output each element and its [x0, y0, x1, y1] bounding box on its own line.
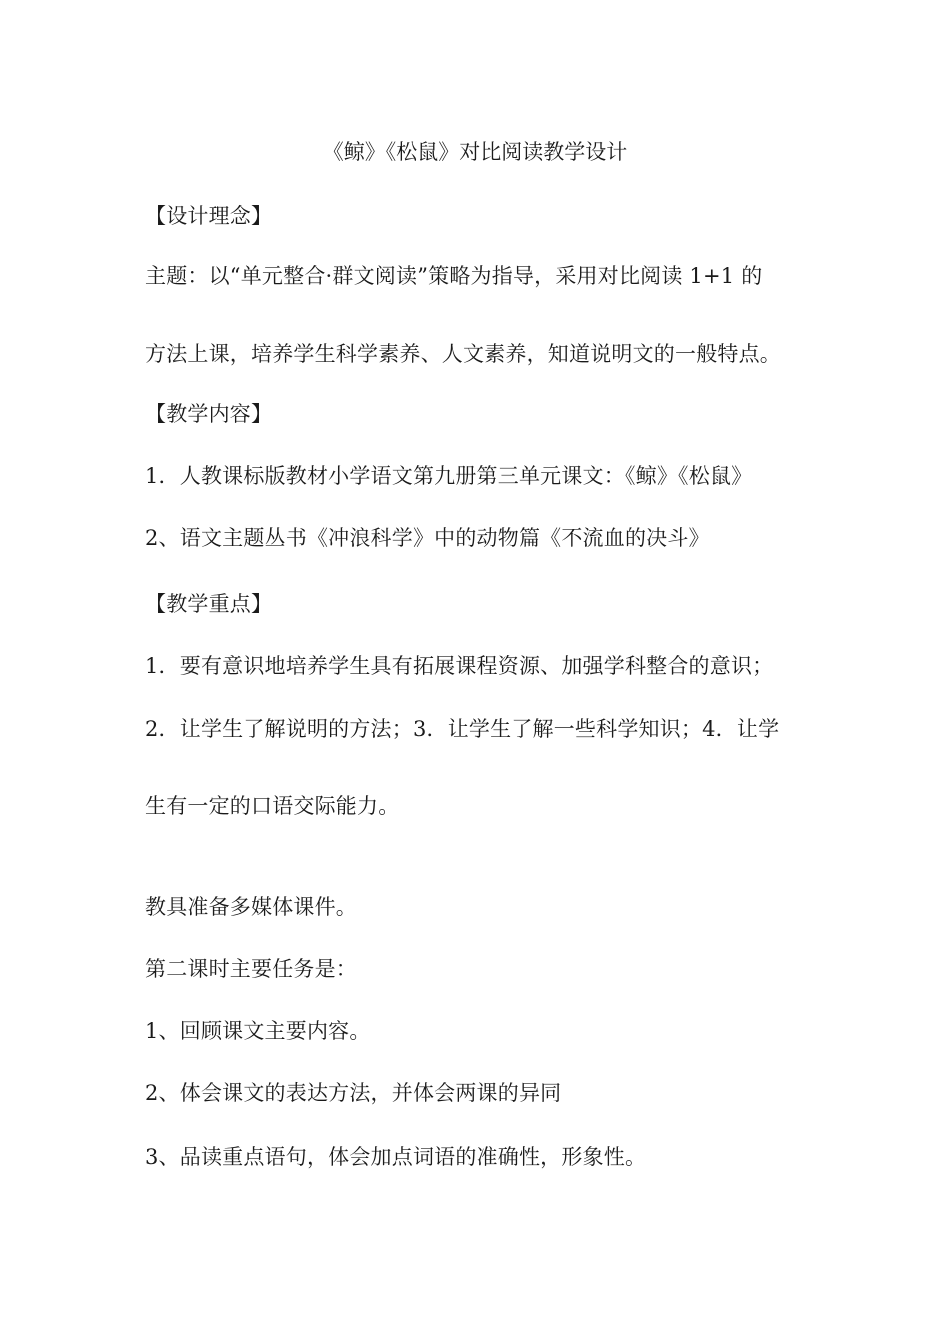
- list-item: 2、体会课文的表达方法，并体会两课的异同: [145, 1081, 562, 1105]
- list-item: 2．让学生了解说明的方法；3．让学生了解一些科学知识；4．让学: [145, 717, 780, 741]
- paragraph-line: 教具准备多媒体课件。: [145, 895, 357, 919]
- section-heading-teaching-focus: 【教学重点】: [145, 592, 273, 616]
- list-item: 1．人教课标版教材小学语文第九册第三单元课文：《鲸》《松鼠》: [145, 464, 753, 488]
- paragraph-line: 主题：以“单元整合·群文阅读”策略为指导，采用对比阅读 1+1 的: [145, 264, 763, 288]
- list-item: 3、品读重点语句，体会加点词语的准确性，形象性。: [145, 1145, 647, 1169]
- paragraph-line: 生有一定的口语交际能力。: [145, 794, 400, 818]
- list-item: 1、回顾课文主要内容。: [145, 1019, 371, 1043]
- list-item: 2、语文主题丛书《冲浪科学》中的动物篇《不流血的决斗》: [145, 526, 710, 550]
- document-title: 《鲸》《松鼠》对比阅读教学设计: [322, 140, 628, 164]
- list-item: 1．要有意识地培养学生具有拓展课程资源、加强学科整合的意识；: [145, 654, 774, 678]
- section-heading-design-concept: 【设计理念】: [145, 204, 273, 228]
- paragraph-line: 方法上课，培养学生科学素养、人文素养，知道说明文的一般特点。: [145, 342, 781, 366]
- paragraph-line: 第二课时主要任务是：: [145, 957, 357, 981]
- section-heading-teaching-content: 【教学内容】: [145, 402, 273, 426]
